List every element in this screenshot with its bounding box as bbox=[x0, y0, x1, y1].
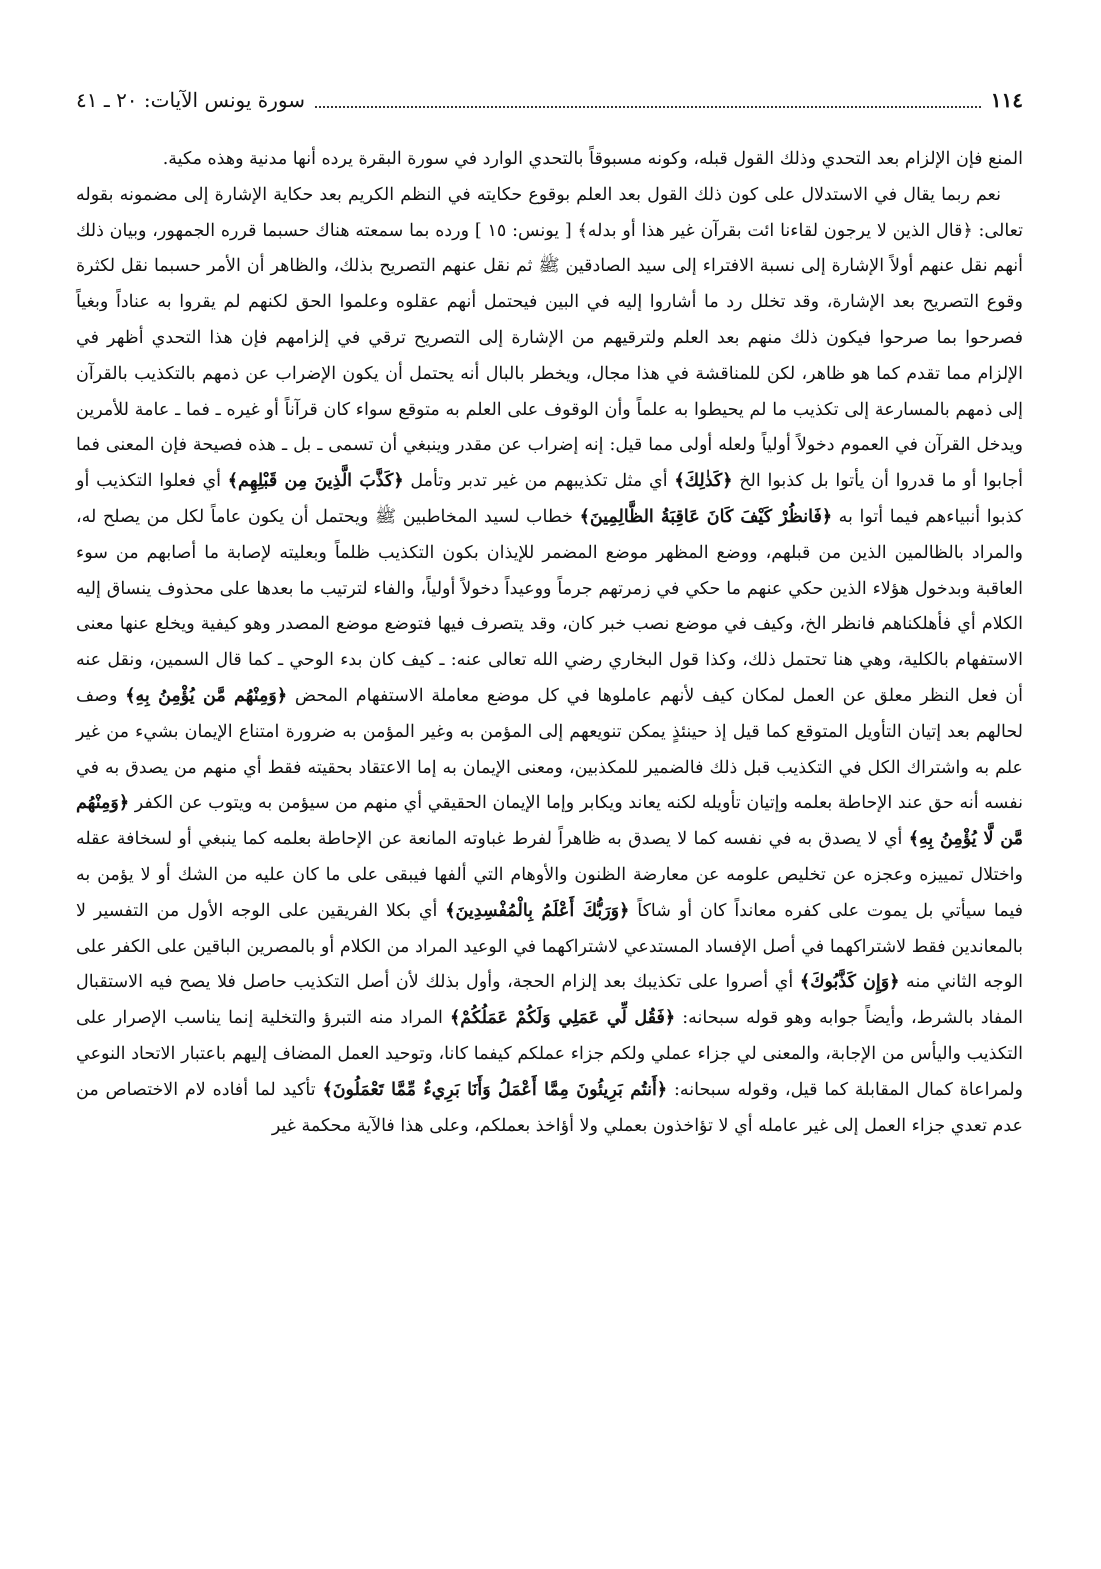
text-run: أي أصروا على تكذيبك بعد إلزام الحجة، وأول بذلك لأن أصل التكذيب حاصل فلا يصح فيه الاستقبال المفاد بالشرط، وأيضاً جوابه وهو قوله سبحانه: bbox=[76, 972, 1023, 1029]
paragraph bbox=[76, 142, 1023, 178]
page-number: ١١٤ bbox=[990, 88, 1023, 112]
text-run: المنع فإن الإلزام بعد التحدي وذلك القول قبله، وكونه مسبوقاً بالتحدي الوارد في سورة البقرة يرده أنها مدنية وهذه مكية. bbox=[162, 149, 1023, 169]
quran-verse: ﴿وَإِن كَذَّبُوكَ﴾ bbox=[799, 972, 900, 993]
surah-title: سورة يونس الآيات: ٢٠ ـ ٤١ bbox=[76, 88, 305, 112]
text-run: وصف لحالهم بعد إتيان التأويل المتوقع كما قيل إذ حينئذٍ يمكن تنويعهم إلى المؤمن به وغير المؤمن به ضرورة امتناع الإيمان بشيء من غير علم به واشتراك الكل في التكذيب قبل ذلك فالضمير للمكذبين، ومعنى الإيمان به إما الاعتقاد بحقيته فقط أي منهم من يصدق به في نفسه أنه حق عند الإحاطة بعلمه وإتيان تأويله لكنه يعاند ويكابر وإما الإيمان الحقيقي أي منهم من سيؤمن به ويتوب عن الكفر bbox=[76, 685, 1023, 814]
quran-verse: ﴿فَقُل لِّي عَمَلِي وَلَكُمْ عَمَلُكُمْ﴾ bbox=[450, 1008, 676, 1029]
quran-verse: ﴿وَرَبُّكَ أَعْلَمُ بِالْمُفْسِدِينَ﴾ bbox=[445, 900, 630, 921]
header-dotted-leader bbox=[315, 92, 981, 108]
text-run: خطاب لسيد المخاطبين ﷺ ويحتمل أن يكون عاماً لكل من يصلح له، والمراد بالظالمين الذين من قبلهم، ووضع المظهر موضع المضمر للإيذان بكون التكذيب ظلماً وبعليته لإصابة ما أصابهم من سوء العاقبة وبدخول هؤلاء الذين حكي عنهم ما حكي في زمرتهم جرماً ووعيداً دخولاً أولياً، والفاء لترتيب ما بعدها على محذوف ينساق إليه الكلام أي فأهلكناهم فانظر الخ، وكيف في موضع نصب خبر كان، وقد يتصرف فيها فتوضع موضع المصدر وهو كيفية ويخلع عنها معنى الاستفهام بالكلية، وهي هنا تحتمل ذلك، وكذا قول البخاري رضي الله تعالى عنه: ـ كيف كان بدء الوحي ـ كما قال السمين، ونقل عنه أن فعل النظر معلق عن العمل لمكان كيف لأنهم عاملوها في كل موضع معاملة الاستفهام المحض bbox=[76, 506, 1023, 706]
quran-verse: ﴿وَمِنْهُم مَّن لَّا يُؤْمِنُ بِهِ﴾ bbox=[76, 793, 1023, 850]
page-body-text bbox=[76, 142, 1023, 1144]
text-run: أي لا يصدق به في نفسه كما لا يصدق به ظاهراً لفرط غباوته المانعة عن الإحاطة بعلمه كما ينبغي أو لسخافة عقله واختلال تمييزه وعجزه عن تخليص علومه عن معارضة الظنون والأوهام التي ألفها فيبقى على ما كان عليه من الشك أو لا يؤمن به فيما سيأتي بل يموت على كفره معانداً كان أو شاكاً bbox=[76, 829, 1024, 921]
quran-verse: ﴿كَذَّبَ الَّذِينَ مِن قَبْلِهِم﴾ bbox=[227, 471, 404, 492]
text-run: أي مثل تكذيبهم من غير تدبر وتأمل bbox=[403, 471, 675, 492]
paragraph bbox=[76, 178, 1023, 1145]
text-run: نعم ربما يقال في الاستدلال على كون ذلك القول بعد العلم بوقوع حكايته في النظم الكريم بعد حكاية الإشارة إلى مضمونه بقوله تعالى: ﴿قال الذين لا يرجون لقاءنا ائت بقرآن غير هذا أو بدله﴾ [ يونس: ١٥ ] ورده بما سمعته هناك حسبما قرره الجمهور، وبيان ذلك أنهم نقل عنهم أولاً الإشارة إلى نسبة الافتراء إلى سيد الصادقين ﷺ ثم نقل عنهم التصريح بذلك، والظاهر أن الأمر حسبما نقل لكثرة وقوع التصريح بعد الإشارة، وقد تخلل رد ما أشاروا إليه في البين فيحتمل أنهم عقلوه وعلموا الحق لكنهم لم يقروا به عناداً وبغياً فصرحوا بما صرحوا فيكون ذلك منهم بعد العلم ولترقيهم من الإشارة إلى التصريح ترقي في إلزامهم فإن هذا التحدي أظهر في الإلزام مما تقدم كما هو ظاهر، لكن للمناقشة في هذا مجال، ويخطر بالبال أنه يحتمل أن يكون الإضراب عن ذمهم بالتكذيب بالقرآن إلى ذمهم بالمسارعة إلى تكذيب ما لم يحيطوا به علماً وأن الوقوف على العلم به متوقع سواء كان قرآناً أو غيره ـ فما ـ عامة للأمرين ويدخل القرآن في العموم دخولاً أولياً ولعله أولى مما قيل: إنه إضراب عن مقدر وينبغي أن تسمى ـ بل ـ هذه فصيحة فإن المعنى فما أجابوا أو ما قدروا أن يأتوا بل كذبوا الخ bbox=[76, 184, 1024, 492]
quran-verse: ﴿وَمِنْهُم مَّن يُؤْمِنُ بِهِ﴾ bbox=[125, 685, 288, 706]
text-run: تأكيد لما أفاده لام الاختصاص من عدم تعدي جزاء العمل إلى غير عامله أي لا تؤاخذون بعملي ولا أؤاخذ بعملكم، وعلى هذا فالآية محكمة غير bbox=[76, 1079, 1023, 1136]
text-run: أي بكلا الفريقين على الوجه الأول من التفسير لا بالمعاندين فقط لاشتراكهما في أصل الإفساد المستدعي لاشتراكهما في الوعيد المراد من الكلام أو بالمصرين الباقين على الكفر على الوجه الثاني منه bbox=[76, 900, 1023, 993]
text-run: المراد منه التبرؤ والتخلية إنما يناسب الإصرار على التكذيب واليأس من الإجابة، والمعنى لي جزاء عملي ولكم جزاء عملكم كيفما كانا، وتوحيد العمل المضاف إليهم باعتبار الاتحاد النوعي ولمراعاة كمال المقابلة كما قيل، وقوله سبحانه: bbox=[76, 1008, 1024, 1100]
text-run: أي فعلوا التكذيب أو كذبوا أنبياءهم فيما أتوا به bbox=[76, 471, 1023, 527]
quran-verse: ﴿أَنتُم بَرِيئُونَ مِمَّا أَعْمَلُ وَأَنَا بَرِيءٌ مِّمَّا تَعْمَلُونَ﴾ bbox=[322, 1079, 668, 1100]
quran-verse: ﴿فَانظُرْ كَيْفَ كَانَ عَاقِبَةُ الظَّالِمِينَ﴾ bbox=[579, 506, 833, 527]
page-header bbox=[76, 86, 1023, 114]
quran-verse: ﴿كَذٰلِكَ﴾ bbox=[674, 471, 733, 492]
